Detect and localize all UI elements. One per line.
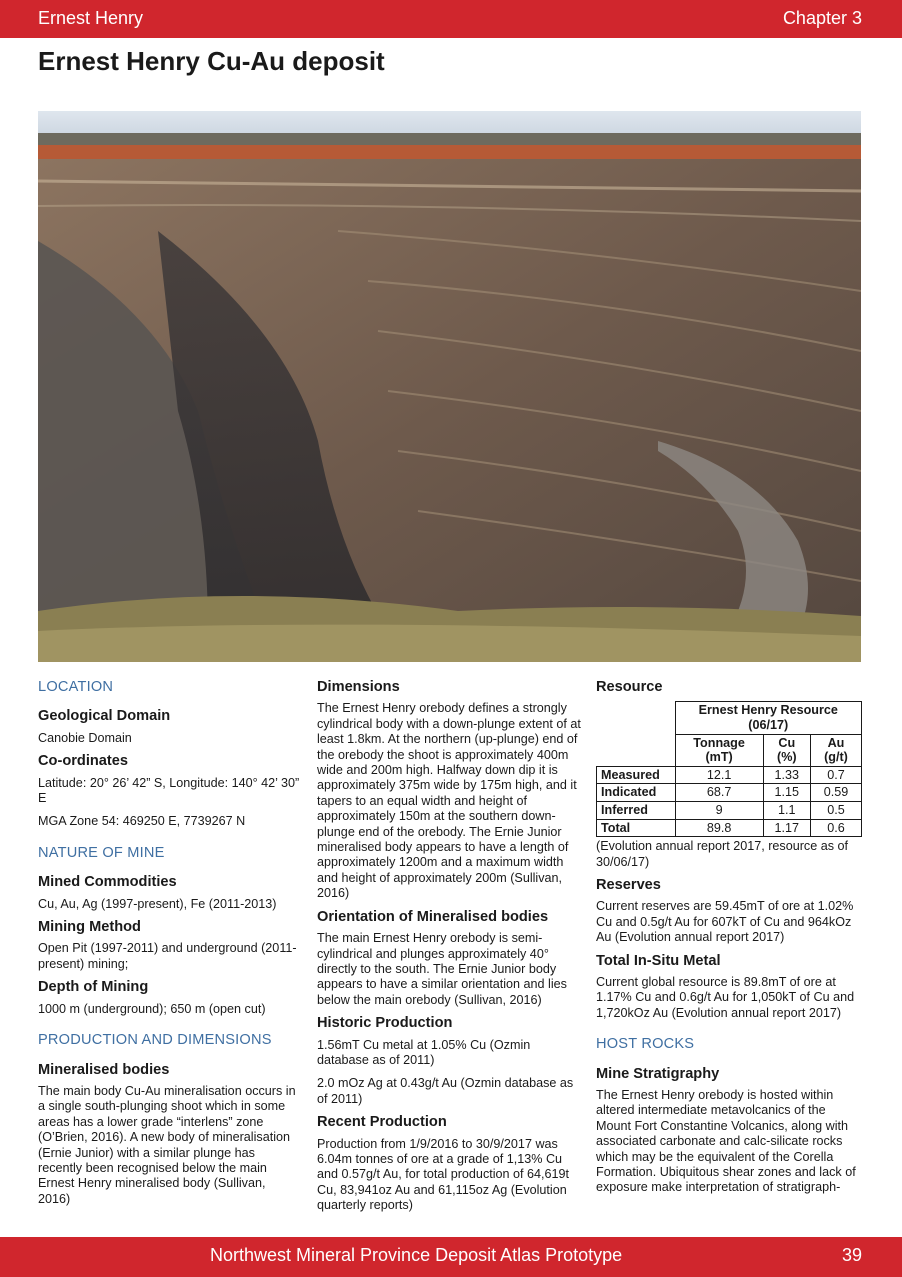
mining-method-text: Open Pit (1997-2011) and underground (2011-present) mining; [38, 941, 297, 971]
column-middle [317, 680, 583, 1222]
mineralised-bodies-heading: Mineralised bodies [38, 1061, 170, 1078]
depth-of-mining-heading: Depth of Mining [38, 979, 149, 996]
mine-stratigraphy-text: The Ernest Henry orebody is hosted within altered intermediate metavolcanics of the Mount Fort Constantine Volcanics, along with associated carbonate and calc-silicate rocks which may be the equivalent of the Corella Formation. Ubiquitous shear zones and lack of exposure make interpretation of stratigraph- [596, 1088, 856, 1195]
table-row [597, 819, 862, 837]
header-deposit-name: Ernest Henry [38, 8, 144, 28]
resource-table-caption: Ernest Henry Resource (06/17) [675, 702, 862, 734]
row-label: Measured [597, 766, 676, 784]
resource-heading: Resource [596, 679, 663, 695]
cell-au: 0.7 [810, 766, 861, 784]
table-row [597, 766, 862, 784]
cell-cu: 1.1 [763, 801, 810, 819]
geological-domain-text: Canobie Domain [38, 730, 132, 745]
orientation-text: The main Ernest Henry orebody is semi-cylindrical and plunges approximately 40° directly to the south. The Ernie Junior body appears to have a similar orientation and lies below the main orebody (Sullivan, 2016) [317, 931, 567, 1007]
col-header-tonnage: Tonnage (mT) [675, 734, 763, 766]
recent-production-heading: Recent Production [317, 1114, 447, 1131]
cell-au: 0.59 [810, 784, 861, 802]
header-chapter: Chapter 3 [782, 8, 862, 28]
cell-tonnage: 89.8 [675, 819, 763, 837]
section-host-rocks: HOST ROCKS [596, 1036, 695, 1053]
table-row [597, 801, 862, 819]
table-row [597, 784, 862, 802]
resource-note: (Evolution annual report 2017, resource as of 30/06/17) [596, 839, 849, 869]
section-location: LOCATION [38, 679, 114, 695]
mine-stratigraphy-heading: Mine Stratigraphy [596, 1065, 720, 1082]
footer-bar [0, 1237, 902, 1277]
cell-tonnage: 68.7 [675, 784, 763, 802]
coordinates-heading: Co-ordinates [38, 753, 128, 770]
row-label: Indicated [597, 784, 676, 802]
in-situ-metal-heading: Total In-Situ Metal [596, 952, 721, 969]
historic-production-heading: Historic Production [317, 1015, 453, 1032]
reserves-heading: Reserves [596, 876, 661, 893]
cell-tonnage: 12.1 [675, 766, 763, 784]
depth-of-mining-text: 1000 m (underground); 650 m (open cut) [38, 1001, 266, 1016]
cell-cu: 1.15 [763, 784, 810, 802]
historic-production-cu: 1.56mT Cu metal at 1.05% Cu (Ozmin database as of 2011) [317, 1037, 531, 1067]
recent-production-text: Production from 1/9/2016 to 30/9/2017 was 6.04m tonnes of ore at a grade of 1,13% Cu and 0.57g/t Au, for total production of 64,619t Cu, 83,941oz Au and 61,115oz Ag (Evolution quarterly reports) [317, 1136, 570, 1213]
section-nature-of-mine: NATURE OF MINE [38, 844, 165, 861]
dimensions-heading: Dimensions [317, 679, 400, 695]
resource-table [596, 701, 862, 837]
col-header-au: Au (g/t) [810, 734, 861, 766]
row-label: Total [597, 819, 676, 837]
mga-text: MGA Zone 54: 469250 E, 7739267 N [38, 814, 246, 829]
reserves-text: Current reserves are 59.45mT of ore at 1.02% Cu and 0.5g/t Au for 607kT of Cu and 964kOz Au (Evolution annual report 2017) [596, 899, 854, 945]
mined-commodities-heading: Mined Commodities [38, 874, 177, 891]
mined-commodities-text: Cu, Au, Ag (1997-present), Fe (2011-2013) [38, 896, 277, 911]
open-pit-mine-photo [38, 111, 861, 662]
footer-title: Northwest Mineral Province Deposit Atlas Prototype [210, 1245, 623, 1265]
header-bar [0, 0, 902, 38]
coordinates-text: Latitude: 20° 26’ 42” S, Longitude: 140° 42’ 30” E [38, 775, 300, 806]
cell-cu: 1.17 [763, 819, 810, 837]
row-label: Inferred [597, 801, 676, 819]
historic-production-ag: 2.0 mOz Ag at 0.43g/t Au (Ozmin database as of 2011) [317, 1076, 574, 1106]
geological-domain-heading: Geological Domain [38, 708, 171, 725]
column-right [596, 680, 862, 1204]
in-situ-metal-text: Current global resource is 89.8mT of ore at 1.17% Cu and 0.6g/t Au for 1,050kT of Cu and 1,720kOz Au (Evolution annual report 2017) [596, 975, 855, 1020]
column-left [38, 680, 300, 1215]
page-number: 39 [841, 1245, 862, 1265]
cell-tonnage: 9 [675, 801, 763, 819]
col-header-cu: Cu (%) [763, 734, 810, 766]
mineralised-bodies-text: The main body Cu-Au mineralisation occurs in a single south-plunging shoot which in some areas has a lower grade “interlens” zone (O’Brien, 2016). A new body of mineralisation (Ernie Junior) with a similar plunge has recently been recognised below the main Ernest Henry mineralised body (Sullivan, 2016) [38, 1083, 296, 1206]
cell-cu: 1.33 [763, 766, 810, 784]
dimensions-text: The Ernest Henry orebody defines a strongly cylindrical body with a down-plunge extent of at least 1.8km. At the northern (up-plunge) end of the orebody the shoot is approximately 400m wide and 200m high. Halfway down dip it is approximately 375m wide by 175m high, and it tapers to an equal width and height of approximately 150m at the southern down-plunge end of the orebody. The Ernie Junior mineralised body appears to have a length of approximately 1200m and a maximum width and height of approximately 200m (Sullivan, 2016) [317, 701, 581, 901]
orientation-heading: Orientation of Mineralised bodies [317, 908, 549, 925]
cell-au: 0.5 [810, 801, 861, 819]
section-production-dimensions: PRODUCTION AND DIMENSIONS [38, 1032, 272, 1049]
mining-method-heading: Mining Method [38, 919, 141, 936]
page-title: Ernest Henry Cu-Au deposit [38, 46, 385, 76]
cell-au: 0.6 [810, 819, 861, 837]
